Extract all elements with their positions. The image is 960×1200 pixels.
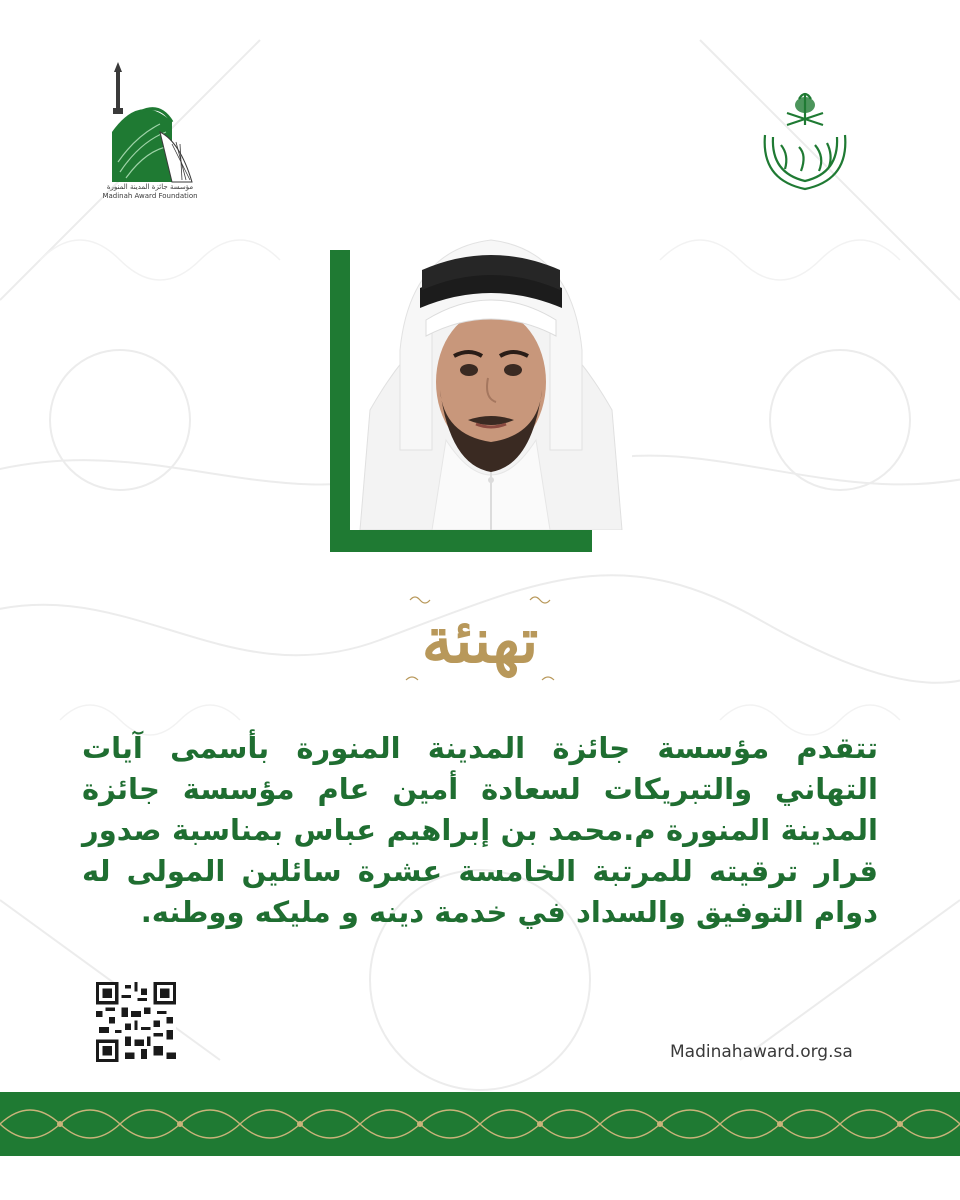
emblem-logo — [755, 85, 855, 195]
person-photo — [350, 210, 632, 530]
foundation-name-en: Madinah Award Foundation — [102, 192, 198, 200]
logo-caption — [98, 183, 202, 201]
madinah-award-logo — [100, 62, 200, 202]
qr-code — [96, 982, 176, 1062]
website-link[interactable]: Madinahaward.org.sa — [670, 1042, 853, 1062]
foundation-name-ar: مؤسسة جائزة المدينة المنورة — [106, 183, 194, 191]
footer-ornament-band — [0, 1092, 960, 1156]
congratulations-message: تتقدم مؤسسة جائزة المدينة المنورة بأسمى آيات التهاني والتبريكات لسعادة أمين عام مؤسسة جائزة المدينة المنورة م.محمد بن إبراهيم عباس بمناسبة صدور قرار ترقيته للمرتبة الخامسة عشرة سائلين المولى له دوام التوفيق والسداد في خدمة دينه و مليكه ووطنه. — [82, 731, 878, 929]
page-title: تهنئة — [421, 604, 539, 677]
portrait — [330, 250, 630, 550]
title-calligraphy — [370, 580, 590, 700]
